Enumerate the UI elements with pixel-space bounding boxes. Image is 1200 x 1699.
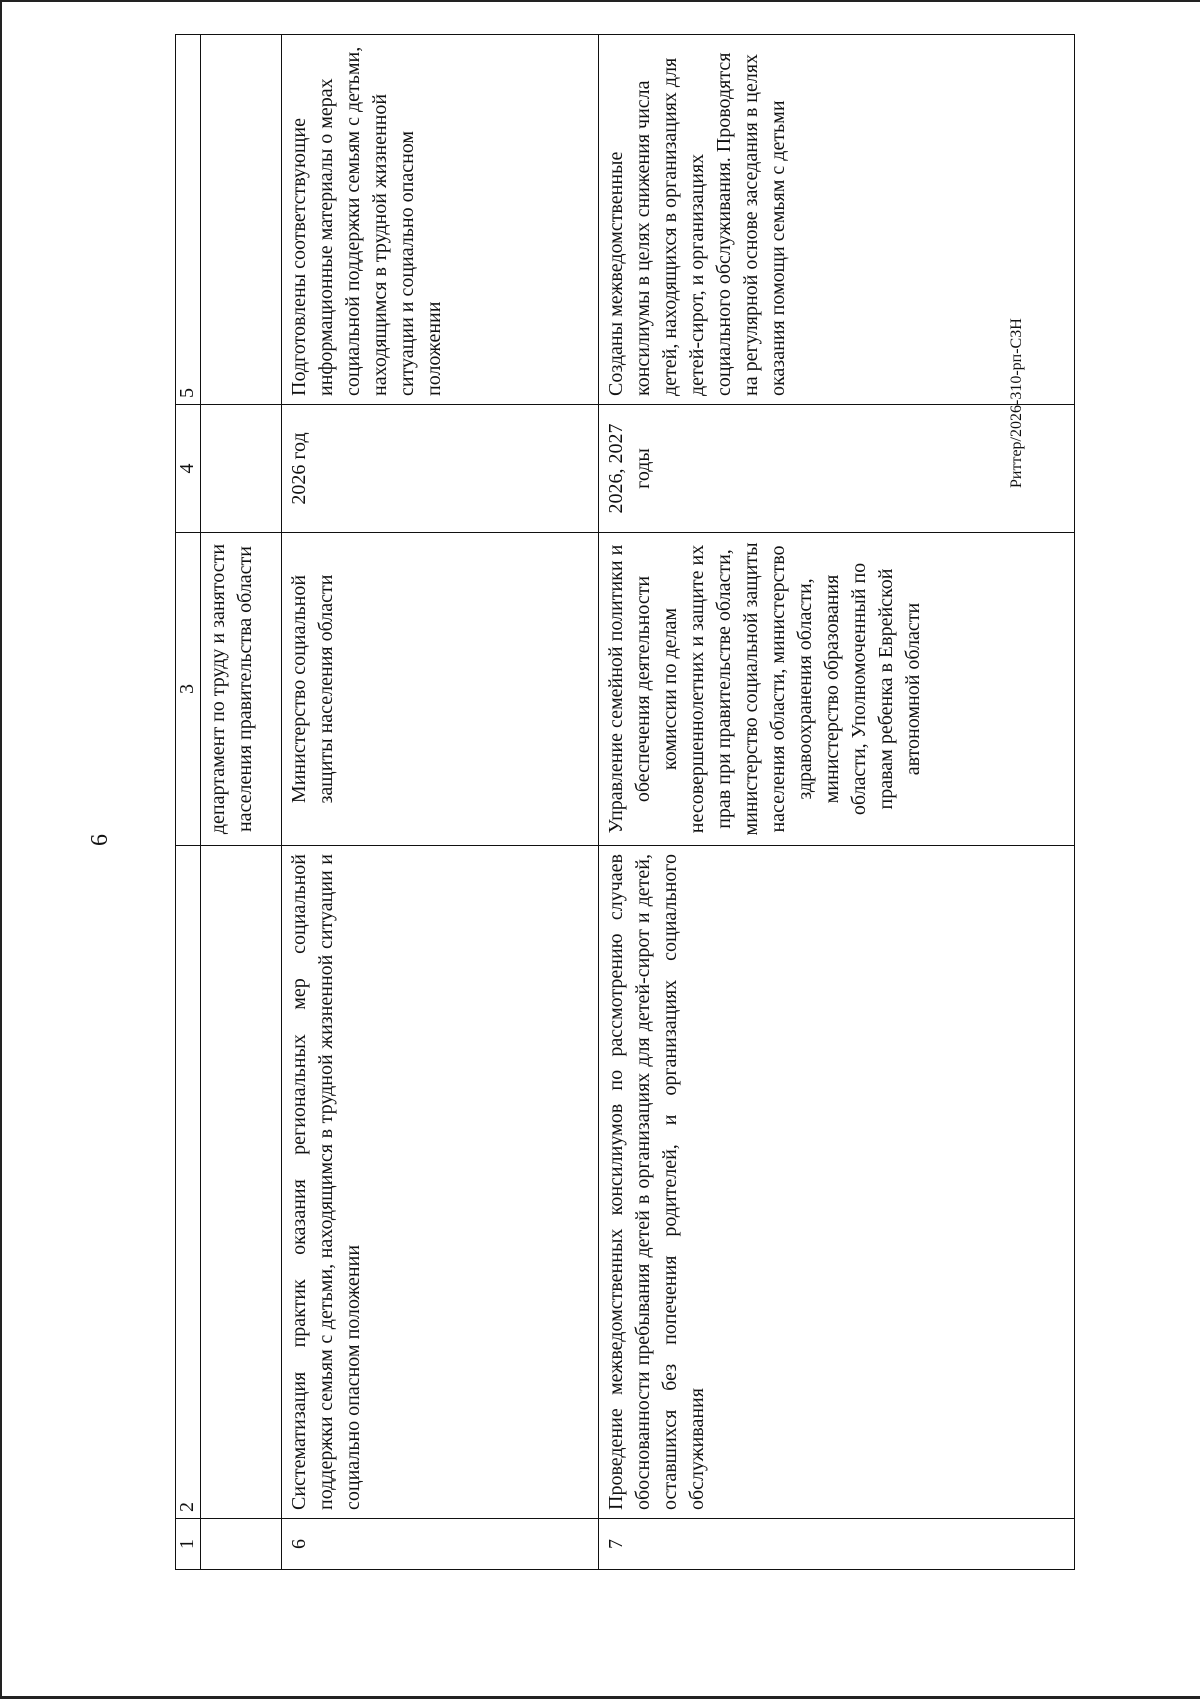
row-number bbox=[201, 1519, 282, 1570]
measures-table bbox=[175, 34, 1075, 1570]
document-code: Риттер/2026-310-рп-СЗН bbox=[1008, 318, 1025, 488]
responsible-cell: Управление семейной политики и обеспечения деятельности комиссии по делам несовершеннолетних и защите их прав при правительстве области, министерство социальной защиты населения области, министерство здравоохранения области, министерство образования области, Уполномоченный по правам ребенка в Еврейской автономной области bbox=[599, 533, 1075, 846]
result-cell: Созданы межведомственные консилиумы в целях снижения числа детей, находящихся в организациях для детей-сирот, и организациях социального обслуживания. Проводятся на регулярной основе заседания в целях оказания помощи семьям с детьми bbox=[599, 35, 1075, 405]
header-col-2: 2 bbox=[176, 846, 201, 1519]
table-container bbox=[175, 46, 1075, 1570]
term-cell bbox=[201, 405, 282, 533]
event-cell: Проведение межведомственных консилиумов по рассмотрению случаев обоснованности пребывания детей в организациях для детей-сирот и детей, оставшихся без попечения родителей, и организациях социального обслуживания bbox=[599, 846, 1075, 1519]
table-row bbox=[201, 35, 282, 1570]
event-cell bbox=[201, 846, 282, 1519]
header-col-3: 3 bbox=[176, 533, 201, 846]
result-cell: Подготовлены соответствующие информационные материалы о мерах социальной поддержки семьям с детьми, находящимся в трудной жизненной ситуации и социально опасном положении bbox=[282, 35, 599, 405]
rotated-table bbox=[175, 46, 1075, 1570]
row-number: 6 bbox=[282, 1519, 599, 1570]
event-cell: Систематизация практик оказания региональных мер социальной поддержки семьям с детьми, находящимся в трудной жизненной ситуации и социально опасном положении bbox=[282, 846, 599, 1519]
table-row bbox=[282, 35, 599, 1570]
header-col-4: 4 bbox=[176, 405, 201, 533]
scan-edge-left bbox=[0, 0, 2, 1699]
responsible-cell: департамент по труду и занятости населения правительства области bbox=[201, 533, 282, 846]
responsible-cell: Министерство социальной защиты населения области bbox=[282, 533, 599, 846]
scan-edge-top bbox=[0, 0, 1200, 2]
term-cell: 2026, 2027 годы bbox=[599, 405, 1075, 533]
page-number: 6 bbox=[87, 834, 113, 846]
result-cell bbox=[201, 35, 282, 405]
header-col-5: 5 bbox=[176, 35, 201, 405]
table-header-row bbox=[176, 35, 201, 1570]
header-col-1: 1 bbox=[176, 1519, 201, 1570]
term-cell: 2026 год bbox=[282, 405, 599, 533]
table-row bbox=[599, 35, 1075, 1570]
row-number: 7 bbox=[599, 1519, 1075, 1570]
